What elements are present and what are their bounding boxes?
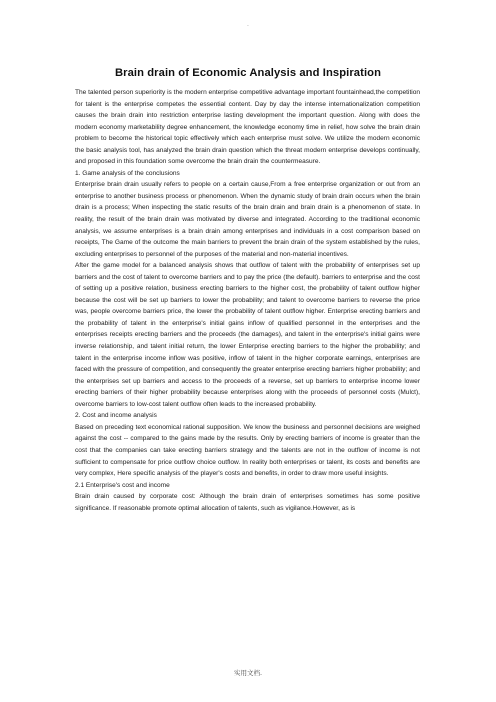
document-body <box>75 87 420 514</box>
footer-mark: 实用文档. <box>233 669 263 677</box>
paragraph-game-analysis: Enterprise brain drain usually refers to people on a certain cause,From a free enterprise organization or out from an enterprise to another business process or phenomenon. When the dynamic study of brain drain occurs when the brain drain is a process; When inspecting the static results of the brain drain and brain drain is a phenomenon of state. In reality, the result of the brain drain was motivated by diverse and integrated. According to the traditional economic analysis, we assume enterprises is a brain drain among enterprises and individuals in a cost comparison based on receipts, The Game of the outcome the main barriers to prevent the brain drain of the system established by the rules, excluding enterprises to personnel of the purposes of the material and non-material incentives. <box>75 181 420 258</box>
header-mark: . <box>247 22 249 28</box>
paragraph-intro: The talented person superiority is the modern enterprise competitive advantage important fountainhead,the competition for talent is the enterprise competes the essential content. Day by day the intense internationalization competition causes the brain drain into restriction enterprise lasting development the important question. Along with does the modern economy marketability degree enhancement, the knowledge economy time in relief, how solve the brain drain problem to become the historical topic effectively which each enterprise must solve. We utilize the modern economic the basic analysis tool, has analyzed the brain drain question which the threat modern enterprise develops continually, and proposed in this foundation some overcome the brain drain the countermeasure. <box>75 89 421 166</box>
paragraph-cost-income: Based on preceding text economical rational supposition. We know the business and personnel decisions are weighed against the cost -- compared to the gains made by the results. Only by erecting barriers of income is greater than the cost that the companies can take erecting barriers strategy and the talents are not in the outflow of income is not sufficient to compensate for price outflow choice outflow. In reality both enterprises or talent, its costs and benefits are very complex, Here specific analysis of the player's costs and benefits, in order to draw more useful insights. <box>75 423 420 478</box>
section-heading-2: 2. Cost and income analysis <box>75 412 157 420</box>
document-title: Brain drain of Economic Analysis and Inspiration <box>114 67 382 79</box>
subsection-heading-2-1: 2.1 Enterprise's cost and income <box>75 481 170 489</box>
section-heading-1: 1. Game analysis of the conclusions <box>75 169 180 177</box>
paragraph-enterprise-cost: Brain drain caused by corporate cost: Although the brain drain of enterprises sometimes has some positive significance. If reasonable promote optimal allocation of talents, such as vigilance.However, as is <box>75 493 420 512</box>
paragraph-game-model: After the game model for a balanced analysis shows that outflow of talent with the probability of enterprises set up barriers and the cost of talent to overcome barriers and to pay the price (the default). barriers to enterprise and the cost of setting up a positive relation, business erecting barriers to the higher cost, the probability of talent outflow higher because the cost will be set up barriers to lower the probability; and talent to overcome barriers to reverse the price was, people overcome barriers price, the lower the probability of talent outflow higher. Enterprise erecting barriers and the probability of talent in the enterprise's initial gains inflow of qualified personnel in the enterprises and the enterprises receipts erecting barriers and the proceeds (the damages), and talent in the enterprise's initial gains were inverse relationship, and talent initial return, the lower Enterprise erecting barriers to the higher the probability; and talent in the enterprise income inflow was positive, inflow of talent in the higher corporate earnings, enterprises are faced with the pressure of competition, and consequently the greater enterprise erecting barriers higher probability; and the enterprises set up barriers and access to the proceeds of a reverse, set up barriers to enterprise income lower erecting barriers of their higher probability because enterprises along with the proceeds of personnel costs (Mulct), overcome barriers to low-cost talent outflow often leads to the increased probability. <box>75 262 420 408</box>
